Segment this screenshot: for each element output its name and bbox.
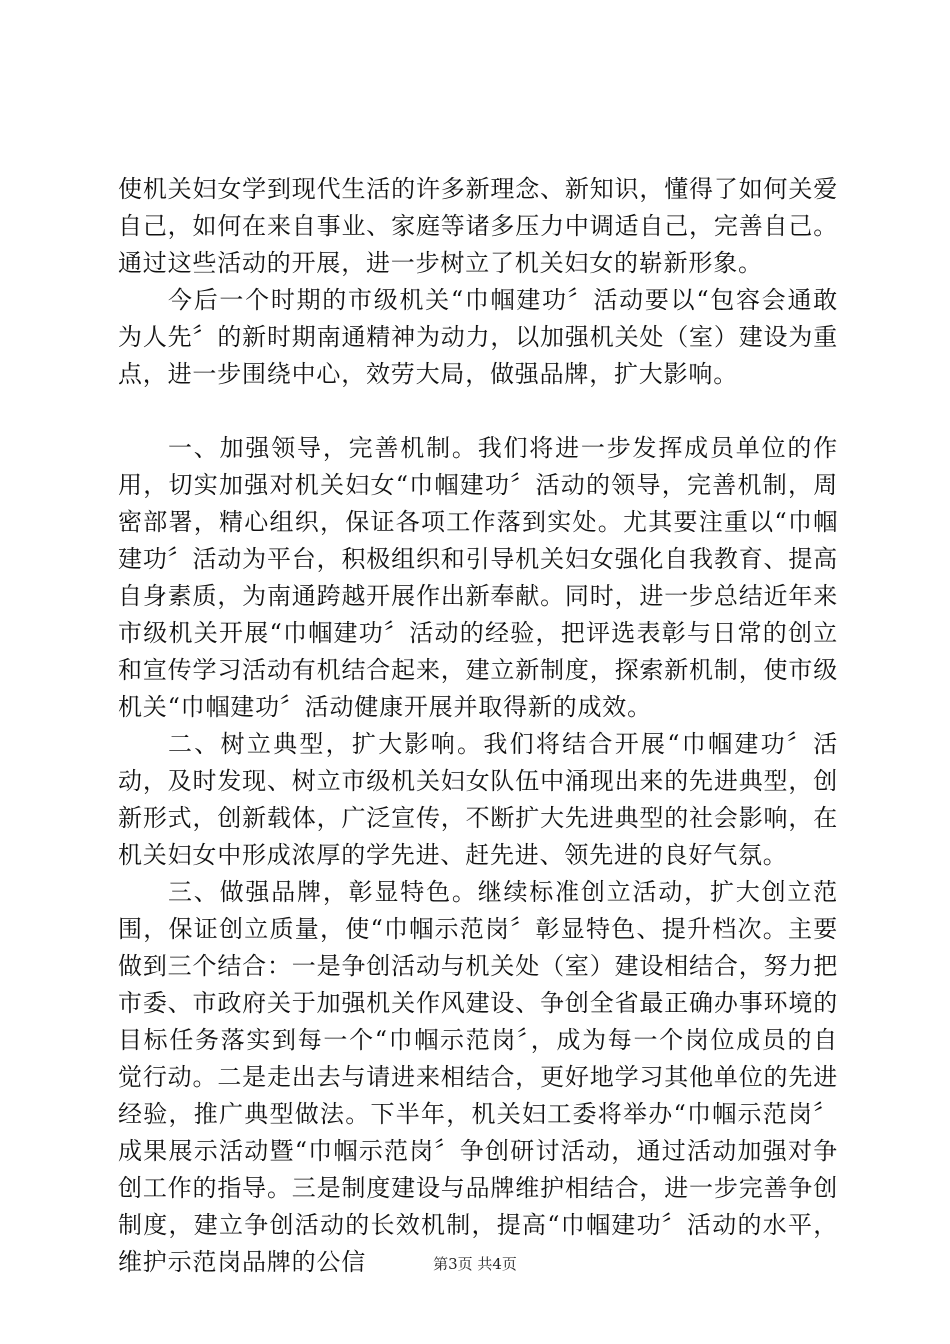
paragraph-point-two: 二、树立典型，扩大影响。我们将结合开展“巾帼建功〞活动，及时发现、树立市级机关妇女队伍中涌现出来的先进典型，创新形式，创新载体，广泛宣传，不断扩大先进典型的社会影响，在机关妇女中形成浓厚的学先进、赶先进、领先进的良好气氛。 bbox=[118, 730, 838, 869]
paragraph-intro: 今后一个时期的市级机关“巾帼建功〞活动要以“包容会通敢为人先〞的新时期南通精神为动力，以加强机关处（室）建设为重点，进一步围绕中心，效劳大局，做强品牌，扩大影响。 bbox=[118, 286, 838, 388]
document-body bbox=[118, 171, 838, 1281]
page-footer: 第3页 共4页 bbox=[433, 1255, 517, 1273]
paragraph-continuation: 使机关妇女学到现代生活的许多新理念、新知识，懂得了如何关爱自己，如何在来自事业、家庭等诸多压力中调适自己，完善自己。通过这些活动的开展，进一步树立了机关妇女的崭新形象。 bbox=[118, 175, 838, 277]
paragraph-point-one: 一、加强领导，完善机制。我们将进一步发挥成员单位的作用，切实加强对机关妇女“巾帼建功〞活动的领导，完善机制，周密部署，精心组织，保证各项工作落到实处。尤其要注重以“巾帼建功〞活动为平台，积极组织和引导机关妇女强化自我教育、提高自身素质，为南通跨越开展作出新奉献。同时，进一步总结近年来市级机关开展“巾帼建功〞活动的经验，把评选表彰与日常的创立和宣传学习活动有机结合起来，建立新制度，探索新机制，使市级机关“巾帼建功〞活动健康开展并取得新的成效。 bbox=[118, 434, 838, 721]
paragraph-point-three: 三、做强品牌，彰显特色。继续标准创立活动，扩大创立范围，保证创立质量，使“巾帼示范岗〞彰显特色、提升档次。主要做到三个结合：一是争创活动与机关处（室）建设相结合，努力把市委、市政府关于加强机关作风建设、争创全省最正确办事环境的目标任务落实到每一个“巾帼示范岗〞，成为每一个岗位成员的自觉行动。二是走出去与请进来相结合，更好地学习其他单位的先进经验，推广典型做法。下半年，机关妇工委将举办“巾帼示范岗〞成果展示活动暨“巾帼示范岗〞争创研讨活动，通过活动加强对争创工作的指导。三是制度建设与品牌维护相结合，进一步完善争创制度，建立争创活动的长效机制，提高“巾帼建功〞活动的水平，维护示范岗品牌的公信 bbox=[118, 878, 838, 1276]
paragraph-spacer bbox=[118, 393, 838, 430]
